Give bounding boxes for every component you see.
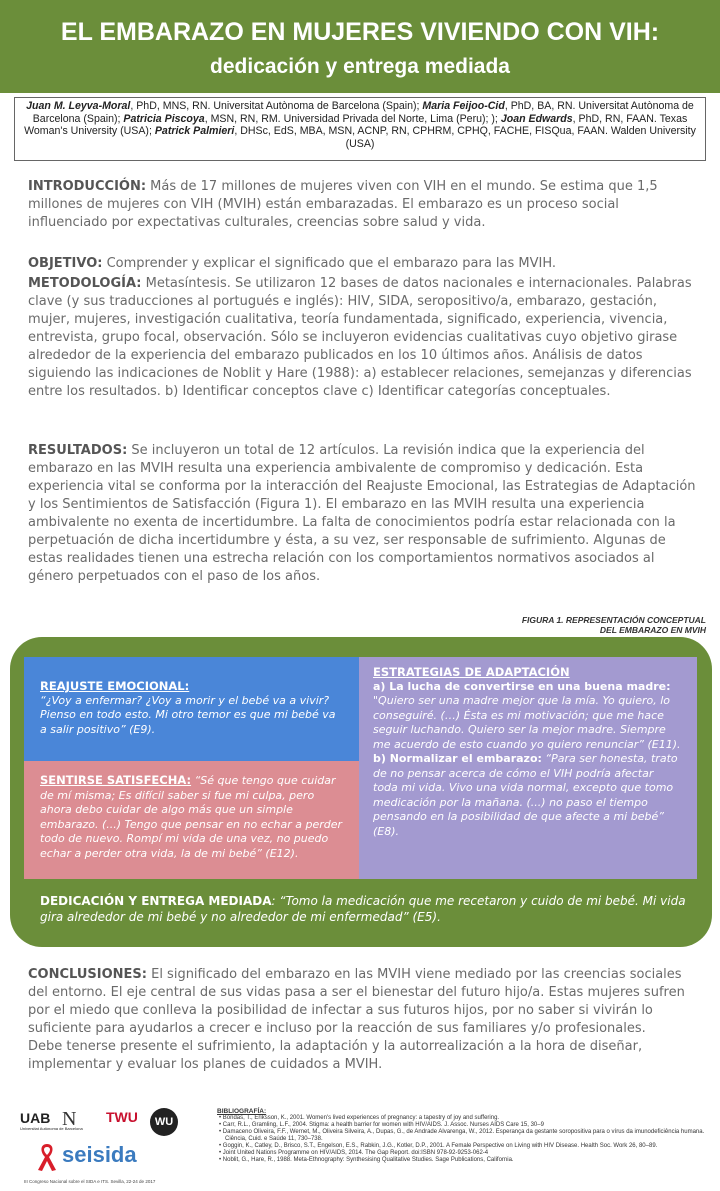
objective-text: Comprender y explicar el significado que el embarazo para las MVIH. xyxy=(102,256,557,271)
bibliography-title: BIBLIOGRAFÍA: xyxy=(217,1108,267,1115)
upn-logo: N xyxy=(62,1108,77,1130)
bibliography-item: • Carr, R.L., Gramling, L.F., 2004. Stigma: a health barrier for women with HIV/AIDS. J. Assoc. Nurses AIDS Care 15, 30–9 xyxy=(217,1122,712,1129)
estrategias-box xyxy=(359,657,697,879)
estrategia-a-label: a) La lucha de convertirse en una buena madre: xyxy=(373,679,671,693)
bibliography-item: • Noblit, G., Hare, R., 1988. Meta-Ethnography: Synthesising Qualitative Studies. Sage Publications, California. xyxy=(217,1157,712,1164)
poster-header xyxy=(0,0,720,93)
dedicacion-title: DEDICACIÓN Y ENTREGA MEDIADA xyxy=(40,894,272,908)
conclusions-text-2: Debe tenerse presente el sufrimiento, la adaptación y la autorrealización a la hora de diseñar, implementar y evaluar los planes de cuidados a MVIH. xyxy=(28,1039,643,1072)
intro-heading: INTRODUCCIÓN: xyxy=(28,179,147,194)
conclusions-heading: CONCLUSIONES: xyxy=(28,967,147,982)
congress-label: III Congreso Nacional sobre el SIDA e ITS. Sevilla, 22-24 de 2017 xyxy=(24,1179,156,1184)
author-name: Patricia Piscoya xyxy=(123,112,205,125)
author-details: , MSN, RN, RM. Universidad Privada del Norte, Lima (Peru); ); xyxy=(204,112,501,125)
sentirse-satisfecha-box xyxy=(24,761,359,879)
logos-area xyxy=(14,1104,204,1186)
reajuste-quote: “¿Voy a enfermar? ¿Voy a morir y el bebé va a vivir? Pienso en todo esto. Mi otro temor es que mi bebé va a salir positivo” (E9). xyxy=(40,693,336,736)
estrategia-b-label: b) Normalizar el embarazo: xyxy=(373,752,542,765)
satisfecha-title: SENTIRSE SATISFECHA: xyxy=(40,773,192,787)
methodology-text: Metasíntesis. Se utilizaron 12 bases de datos nacionales e internacionales. Palabras clave (y sus traducciones al portugués e inglés): HIV, SIDA, seropositivo/a, embarazo, gestación, mujer, mujeres, investigación cualitativa, teoría fundamentada, significado, experiencia, vivencia, entrevista, grupo focal, observación. Sólo se incluyeron evidencias cualitativas cuyo objetivo girase alrededor de la experiencia del embarazo publicados en los 10 últimos años. Análisis de datos siguiendo las indicaciones de Noblit y Hare (1988): a) establecer relaciones, semejanzas y diferencias entre los resultados. b) Identificar conceptos clave c) Identificar categorías conceptuales. xyxy=(28,276,692,399)
aids-ribbon-icon xyxy=(36,1142,58,1172)
poster-title: EL EMBARAZO EN MUJERES VIVIENDO CON VIH: xyxy=(60,18,660,46)
estrategia-b-quote: “Para ser honesta, trato de no pensar acerca de cómo el VIH podría afectar toda mi vida. Vivo una vida normal, excepto que tomo medicación por la mañana. (...) no paso el tiempo pensando en la posibilidad de que afecte a mi bebé” (E8). xyxy=(373,752,678,838)
estrategias-title: ESTRATEGIAS DE ADAPTACIÓN xyxy=(373,665,570,679)
results-text: Se incluyeron un total de 12 artículos. La revisión indica que la experiencia del embarazo en las MVIH resulta una experiencia ambivalente de compromiso y dedicación. Esta experiencia vital se conforma por la interacción del Reajuste Emocional, las Estrategias de Adaptación y los Sentimientos de Satisfacción (Figura 1). El embarazo en las MVIH resulta una experiencia ambivalente no exenta de incertidumbre. La falta de conocimientos podría estar relacionada con la perpetuación de dicha incertidumbre y ésta, a su vez, ser responsable de sufrimiento. Algunas de estas realidades tienen una estrecha relación con los comportamientos normativos asociados al género perpetuados con el paso de los años. xyxy=(28,443,696,584)
poster-subtitle: dedicación y entrega mediada xyxy=(210,55,510,78)
seisida-logo: seisida xyxy=(62,1142,137,1167)
objective-section xyxy=(28,255,696,273)
estrategia-a-quote: "Quiero ser una madre mejor que la mía. Yo quiero, lo conseguiré. (…) Ésta es mi motivación; que me hace seguir luchando. Quiero ser la mejor madre. Siempre me acuerdo de esto cuando yo quiero renunciar” (E11). xyxy=(373,694,681,751)
intro-section xyxy=(28,178,696,232)
uab-logo: UAB Universitat Autònoma de Barcelona xyxy=(20,1110,83,1131)
bibliography-list xyxy=(217,1115,712,1164)
twu-logo: TWU xyxy=(106,1109,138,1125)
objective-heading: OBJETIVO: xyxy=(28,256,103,271)
figure-caption xyxy=(522,615,706,635)
methodology-section xyxy=(28,275,696,401)
figure-caption-line: FIGURA 1. REPRESENTACIÓN CONCEPTUAL xyxy=(521,615,706,625)
results-heading: RESULTADOS: xyxy=(28,443,128,458)
methodology-heading: METODOLOGÍA: xyxy=(28,276,142,291)
reajuste-title: REAJUSTE EMOCIONAL: xyxy=(40,679,190,693)
results-section xyxy=(28,442,696,586)
author-name: Joan Edwards xyxy=(500,112,573,125)
bibliography-item: • Goggin, K., Catley, D., Brisco, S.T., Engelson, E.S., Rabkin, J.G., Kotler, D.P., 2001. A Female Perspective on Living with HIV Disease. Health Soc. Work 26, 80–89. xyxy=(217,1143,712,1150)
figure-caption-line: DEL EMBARAZO EN MVIH xyxy=(599,625,706,635)
walden-logo: WU xyxy=(150,1108,178,1136)
author-name: Maria Feijoo-Cid xyxy=(422,100,505,112)
conclusions-section xyxy=(28,966,696,1074)
conclusions-text: El significado del embarazo en las MVIH viene mediado por las creencias sociales del entorno. El eje central de sus vidas pasa a ser el bienestar del futuro hijo/a. Estas mujeres sufren por el miedo que conlleva la posibilidad de infectar a sus futuros hijos, por no saber si vivirán lo suficiente para ayudarlos a crecer e incluso por la reacción de sus familiares y/o profesionales. xyxy=(28,967,685,1036)
reajuste-emocional-box xyxy=(24,657,359,761)
author-name: Juan M. Leyva-Moral xyxy=(26,100,131,112)
intro-text: Más de 17 millones de mujeres viven con VIH en el mundo. Se estima que 1,5 millones de mujeres con VIH (MVIH) están embarazadas. El embarazo es un proceso social influenciado por expectativas culturales, creencias sobre salud y vida. xyxy=(28,179,658,230)
bibliography xyxy=(217,1108,712,1164)
authors-box xyxy=(14,97,706,161)
bibliography-item: • Joint United Nations Programme on HIV/AIDS, 2014. The Gap Report. doi:ISBN 978-92-9253-062-4 xyxy=(217,1150,712,1157)
author-details: , PhD, BA, RN. Universitat Autònoma de Barcelona (Spain); xyxy=(32,100,694,125)
conceptual-figure xyxy=(10,637,712,947)
satisfecha-quote: “Sé que tengo que cuidar de mí misma; Es difícil saber si fue mi culpa, pero ahora debo cuidar de algo más que un simple embarazo. (...) Tengo que pensar en no echar a perder todo de nuevo. Rompí mi vida de una vez, no puedo echar a perder otra vida, la de mi bebé” (E12). xyxy=(40,774,343,860)
bibliography-item: • Damaceno Oliveira, F.F., Wernet, M., Oliveira Silveira, A., Dupas, G., de Andrade Alvarenga, W., 2012. Esperança da gestante soropositiva para o vírus da imunodeficiência humana. Ciência, Cuid. e Saúde 11, 730–738. xyxy=(217,1129,712,1143)
author-details: , PhD, RN, FAAN. Texas Woman's University (USA); xyxy=(24,112,688,138)
dedicacion-quote: : “Tomo la medicación que me recetaron y cuido de mi bebé. Mi vida gira alrededor de mi bebé y no alrededor de mi enfermedad” (E5). xyxy=(40,894,686,924)
author-details: , DHSc, EdS, MBA, MSN, ACNP, RN, CPHRM, CPHQ, FACHE, FISQua, FAAN. Walden University (USA) xyxy=(234,125,696,150)
bibliography-item: • Bondas, T., Eriksson, K., 2001. Women's lived experiences of pregnancy: a tapestry of joy and suffering. xyxy=(217,1115,712,1122)
author-details: , PhD, MNS, RN. Universitat Autònoma de Barcelona (Spain); xyxy=(130,100,423,112)
author-name: Patrick Palmieri xyxy=(154,125,235,138)
dedicacion-text xyxy=(40,893,700,925)
